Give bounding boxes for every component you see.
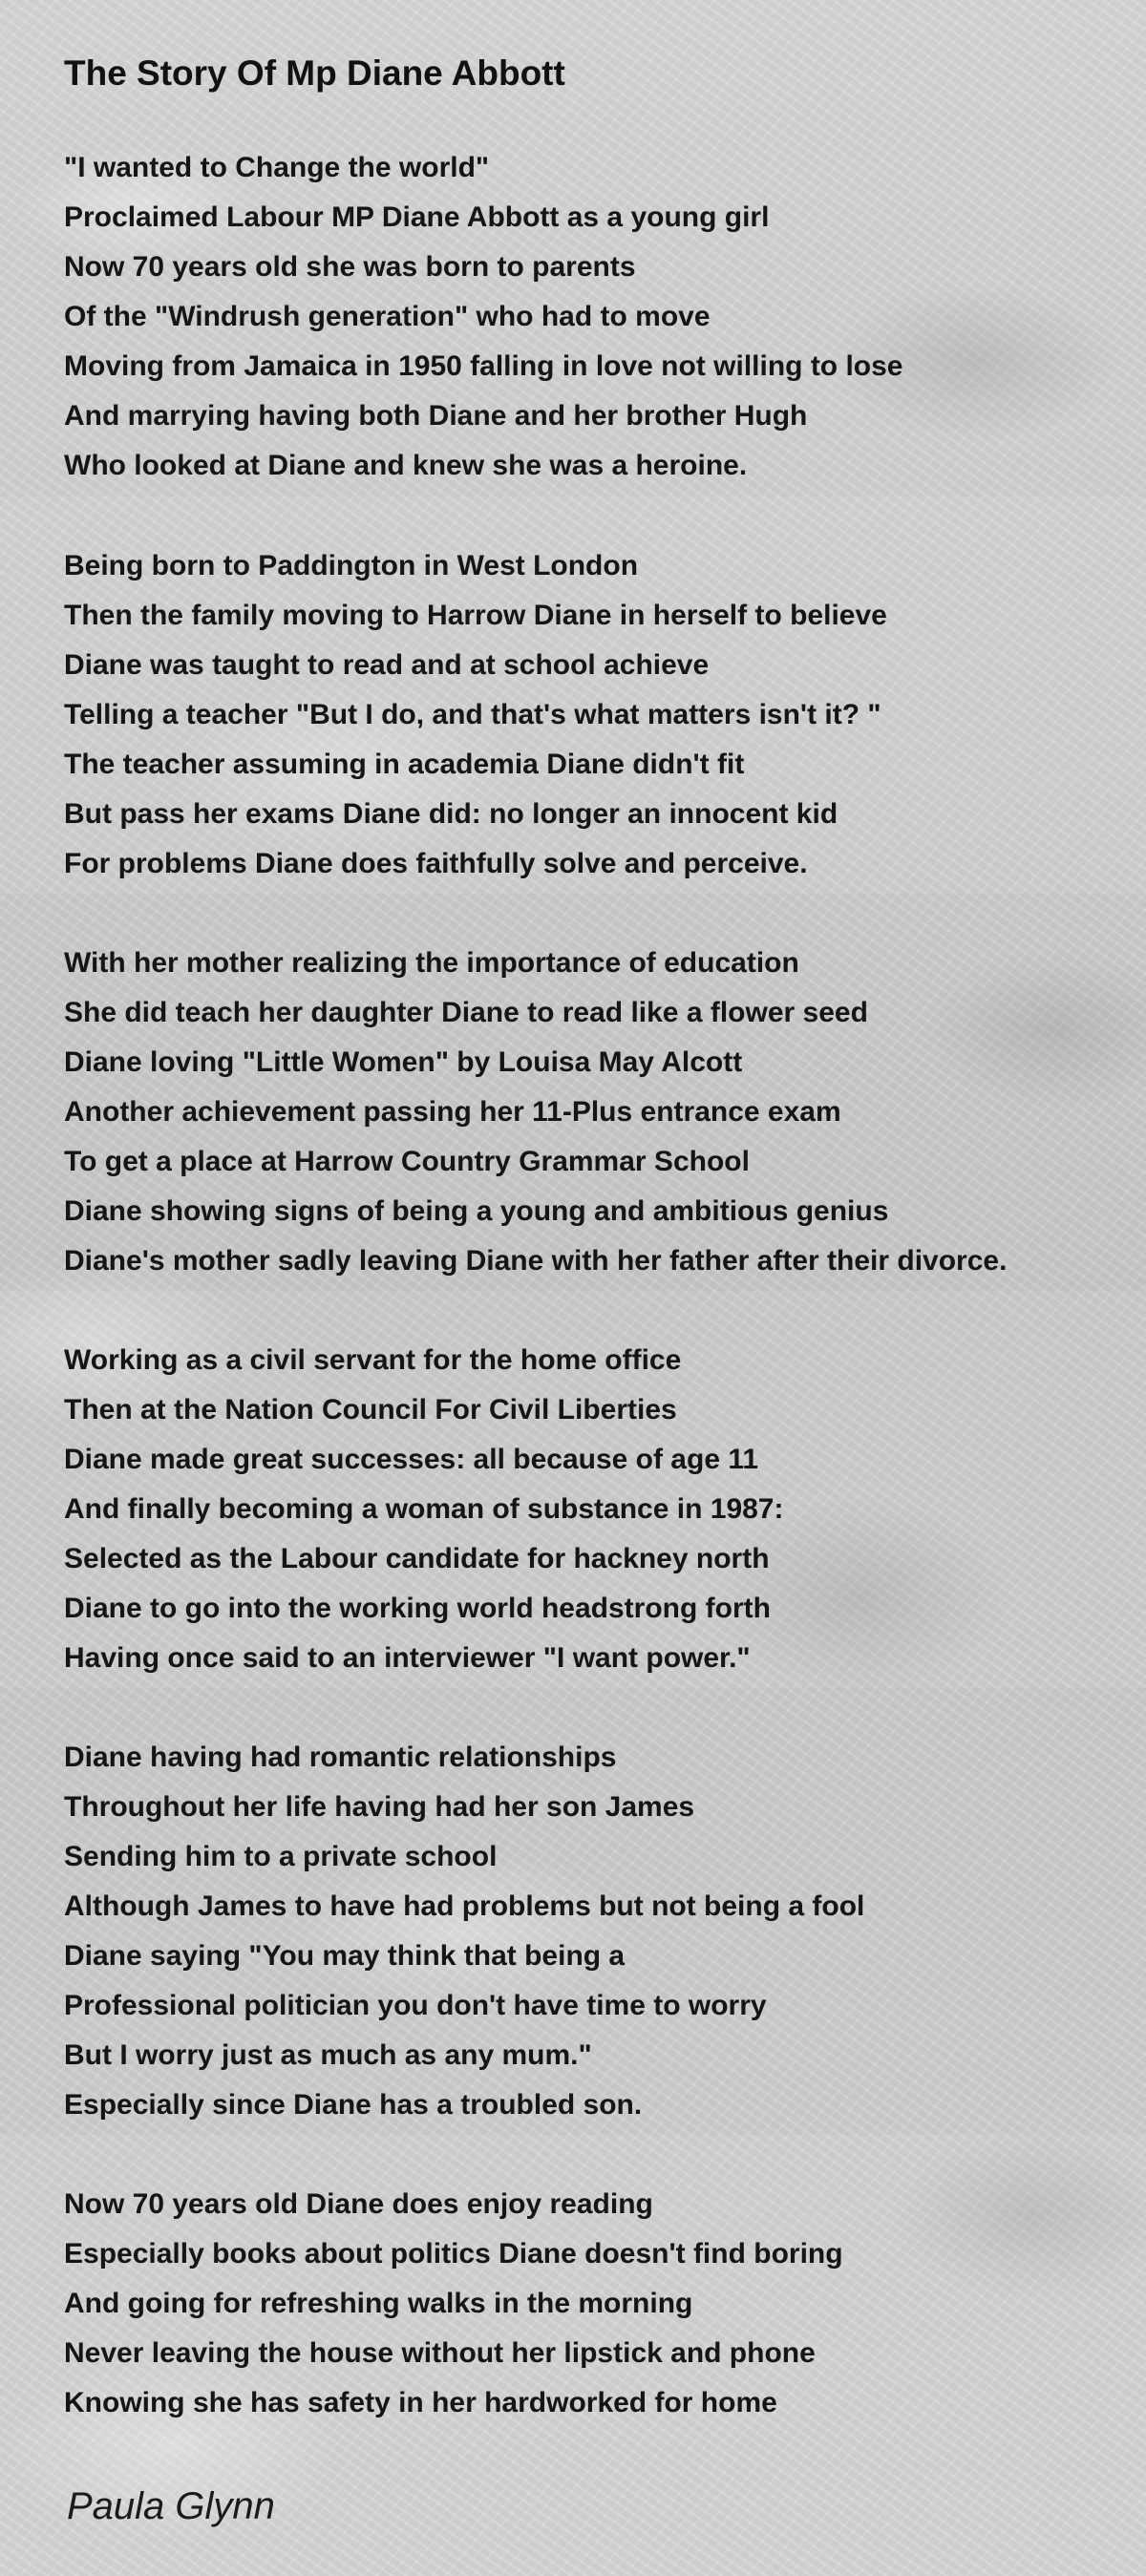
poem-line: Now 70 years old Diane does enjoy reading: [64, 2188, 653, 2220]
poem-line: She did teach her daughter Diane to read like a flower seed: [64, 997, 868, 1028]
poem-line: Now 70 years old she was born to parents: [64, 251, 636, 283]
stanza-4: [64, 1336, 1124, 1683]
poem-line: Diane to go into the working world headstrong forth: [64, 1593, 771, 1624]
poem-line: Who looked at Diane and knew she was a heroine.: [64, 450, 748, 481]
poem-line: Diane having had romantic relationships: [64, 1742, 617, 1773]
poem-line: Diane made great successes: all because of age 11: [64, 1444, 759, 1475]
poem-line: Diane's mother sadly leaving Diane with her father after their divorce.: [64, 1245, 1008, 1277]
poem-line: Selected as the Labour candidate for hackney north: [64, 1543, 770, 1574]
poem-line: Then the family moving to Harrow Diane in herself to believe: [64, 600, 887, 631]
poem-line: With her mother realizing the importance of education: [64, 947, 799, 979]
poem-line: For problems Diane does faithfully solve and perceive.: [64, 848, 808, 879]
poem-line: Especially since Diane has a troubled son.: [64, 2089, 643, 2121]
poem-line: Working as a civil servant for the home office: [64, 1344, 682, 1376]
stanza-5: [64, 1733, 1124, 2130]
poem-line: Diane was taught to read and at school achieve: [64, 649, 710, 681]
poem-line: Sending him to a private school: [64, 1841, 498, 1872]
stanza-1: [64, 143, 1124, 491]
poem-line: Of the "Windrush generation" who had to move: [64, 301, 711, 332]
poem-line: Although James to have had problems but not being a fool: [64, 1890, 865, 1922]
poem-line: Never leaving the house without her lipstick and phone: [64, 2337, 816, 2369]
poem-line: Being born to Paddington in West London: [64, 550, 639, 581]
stanza-6: [64, 2180, 1124, 2428]
stanza-3: [64, 939, 1124, 1286]
poem-line: Diane loving "Little Women" by Louisa May Alcott: [64, 1046, 743, 1078]
poem-line: And finally becoming a woman of substance in 1987:: [64, 1493, 784, 1525]
poem-line: Diane saying "You may think that being a: [64, 1940, 626, 1972]
poem-author: Paula Glynn: [67, 2485, 275, 2527]
poem-line: Telling a teacher "But I do, and that's what matters isn't it? ": [64, 699, 881, 730]
poem-line: Another achievement passing her 11-Plus entrance exam: [64, 1096, 841, 1128]
poem-line: Diane showing signs of being a young and ambitious genius: [64, 1195, 889, 1227]
poem-line: But I worry just as much as any mum.": [64, 2039, 592, 2071]
poem-line: And marrying having both Diane and her brother Hugh: [64, 400, 808, 432]
poem-line: "I wanted to Change the world": [64, 152, 490, 183]
poem-line: Moving from Jamaica in 1950 falling in love not willing to lose: [64, 350, 903, 382]
stanza-2: [64, 541, 1124, 889]
poem-line: Then at the Nation Council For Civil Liberties: [64, 1394, 677, 1425]
poem-line: But pass her exams Diane did: no longer an innocent kid: [64, 798, 838, 830]
poem-line: Throughout her life having had her son James: [64, 1791, 695, 1823]
poem-line: Proclaimed Labour MP Diane Abbott as a young girl: [64, 201, 770, 233]
poem-line: And going for refreshing walks in the morning: [64, 2288, 693, 2319]
poem-line: Knowing she has safety in her hardworked for home: [64, 2387, 777, 2418]
poem-line: To get a place at Harrow Country Grammar School: [64, 1146, 750, 1177]
poem-title: The Story Of Mp Diane Abbott: [64, 53, 565, 93]
poem-line: Having once said to an interviewer "I want power.": [64, 1642, 751, 1674]
poem-line: Especially books about politics Diane doesn't find boring: [64, 2238, 843, 2270]
poem-line: The teacher assuming in academia Diane didn't fit: [64, 749, 745, 780]
poem-line: Professional politician you don't have time to worry: [64, 1990, 767, 2021]
